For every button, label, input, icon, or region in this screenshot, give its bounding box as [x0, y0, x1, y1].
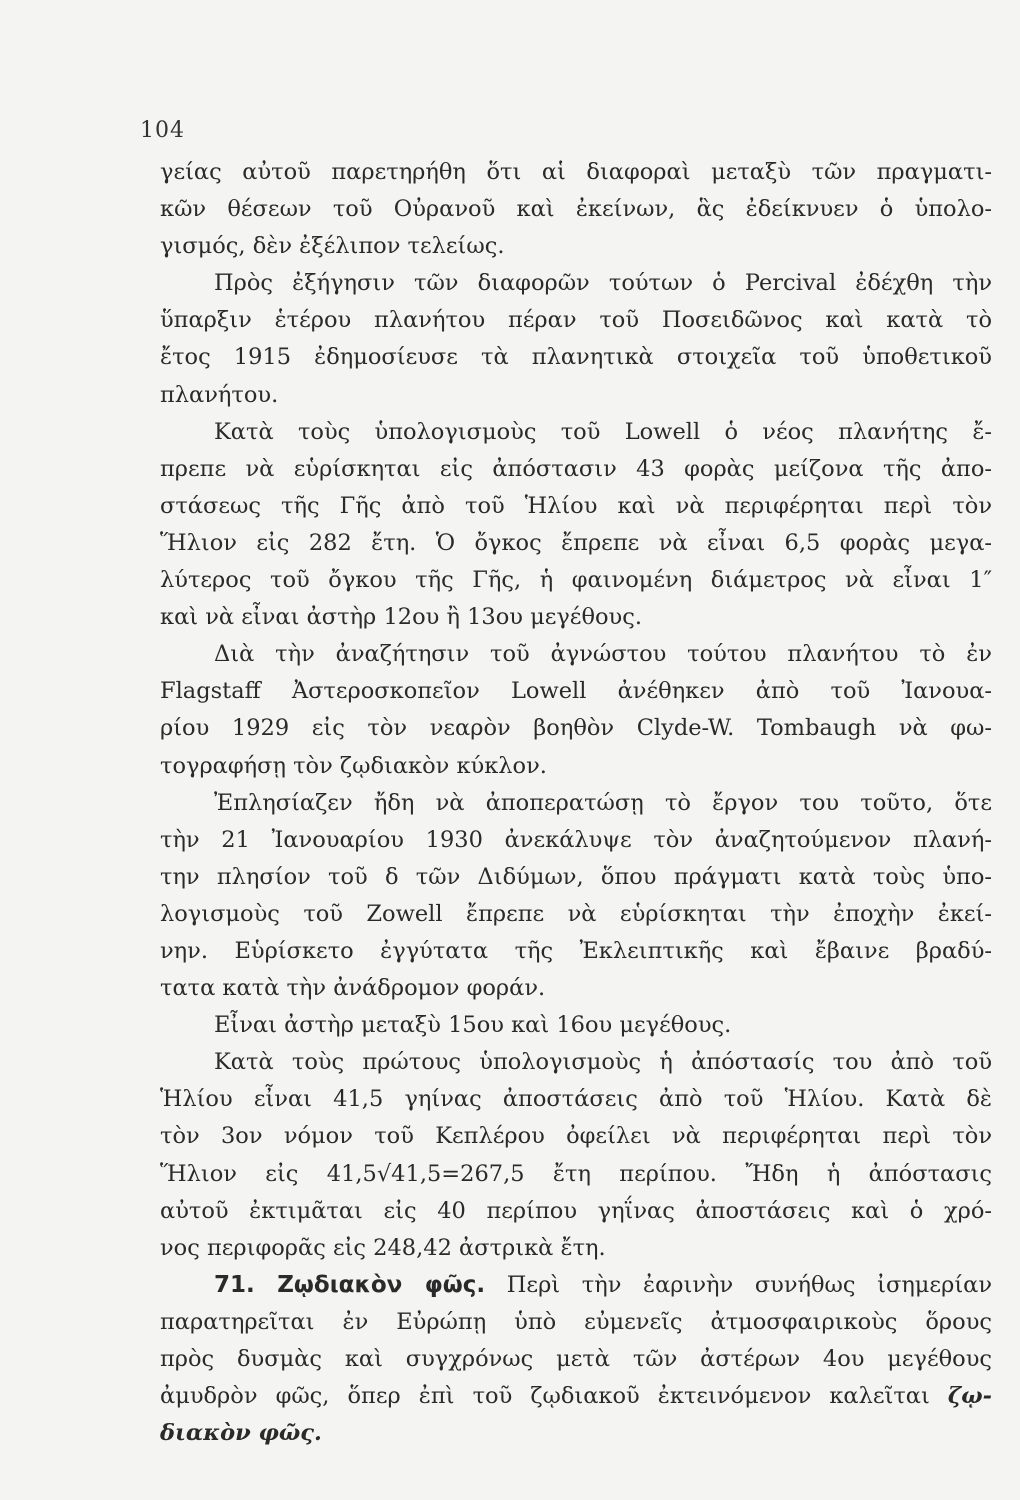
text-line: κῶν θέσεων τοῦ Οὐρανοῦ καὶ ἐκείνων, ἃς ἐδείκνυεν ὁ ὑπολο-: [160, 196, 992, 223]
text-line: Ἥλιον εἰς 282 ἔτη. Ὁ ὄγκος ἔπρεπε νὰ εἶναι 6,5 φορὰς μεγα-: [160, 529, 992, 556]
text-line: τατα κατὰ τὴν ἀνάδρομον φοράν.: [160, 975, 546, 1002]
text-line: πρεπε νὰ εὑρίσκηται εἰς ἀπόστασιν 43 φορὰς μείζονα τῆς ἀπο-: [160, 455, 992, 482]
text-line: Ἐπλησίαζεν ἤδη νὰ ἀποπερατώσῃ τὸ ἔργον του τοῦτο, ὅτε: [214, 789, 992, 816]
section-heading: 71. Ζῳδιακὸν φῶς.: [214, 1271, 486, 1298]
text-line: καὶ νὰ εἶναι ἀστὴρ 12ου ἢ 13ου μεγέθους.: [160, 604, 642, 631]
text-line: νος περιφορᾶς εἰς 248,42 ἀστρικὰ ἔτη.: [160, 1234, 606, 1261]
text-line: παρατηρεῖται ἐν Εὐρώπῃ ὑπὸ εὐμενεῖς ἀτμοσφαιρικοὺς ὅρους: [160, 1308, 992, 1335]
term-continuation: διακὸν φῶς.: [160, 1420, 322, 1447]
text-line: τὴν 21 Ἰανουαρίου 1930 ἀνεκάλυψε τὸν ἀναζητούμενον πλανή-: [160, 826, 992, 853]
text-line: πλανήτου.: [160, 381, 279, 408]
text-line: γισμός, δὲν ἐξέλιπον τελείως.: [160, 233, 505, 260]
text-line: Ἡλίου εἶναι 41,5 γηίνας ἀποστάσεις ἀπὸ τοῦ Ἡλίου. Κατὰ δὲ: [160, 1086, 992, 1113]
page-body: [160, 154, 992, 1452]
text-line: τὸν 3ον νόμον τοῦ Κεπλέρου ὀφείλει νὰ περιφέρηται περὶ τὸν: [160, 1123, 992, 1150]
text-line: γείας αὐτοῦ παρετηρήθη ὅτι αἱ διαφοραὶ μεταξὺ τῶν πραγματι-: [160, 159, 992, 185]
text-line: Ἥλιον εἰς 41,5√41,5=267,5 ἔτη περίπου. Ἤδη ἡ ἀπόστασις: [160, 1160, 992, 1187]
section-term-line: [160, 1415, 992, 1452]
text-line: λογισμοὺς τοῦ Zowell ἔπρεπε νὰ εὑρίσκηται τὴν ἐποχὴν ἐκεί-: [160, 900, 992, 927]
text-line: Διὰ τὴν ἀναζήτησιν τοῦ ἀγνώστου τούτου πλανήτου τὸ ἐν: [214, 641, 992, 668]
text-line: Κατὰ τοὺς ὑπολογισμοὺς τοῦ Lowell ὁ νέος πλανήτης ἔ-: [214, 418, 992, 445]
text-line: ρίου 1929 εἰς τὸν νεαρὸν βοηθὸν Clyde-W. Tombaugh νὰ φω-: [160, 715, 992, 742]
text-line: αὐτοῦ ἐκτιμᾶται εἰς 40 περίπου γηΐνας ἀποστάσεις καὶ ὁ χρό-: [160, 1197, 992, 1224]
term-ending: ζῳ-: [947, 1383, 992, 1410]
text-line: Flagstaff Ἀστεροσκοπεῖον Lowell ἀνέθηκεν ἀπὸ τοῦ Ἰανουα-: [160, 678, 992, 705]
text-line: ἔτος 1915 ἐδημοσίευσε τὰ πλανητικὰ στοιχεῖα τοῦ ὑποθετικοῦ: [160, 344, 992, 371]
section-first-line-text: Περὶ τὴν ἐαρινὴν συνήθως ἰσημερίαν: [506, 1271, 992, 1298]
section-term-line: [160, 1378, 992, 1415]
page-number: 104: [140, 118, 185, 143]
text-line: Πρὸς ἐξήγησιν τῶν διαφορῶν τούτων ὁ Percival ἐδέχθη τὴν: [214, 270, 992, 297]
text-line: τογραφήσῃ τὸν ζῳδιακὸν κύκλον.: [160, 752, 547, 779]
text-line: λύτερος τοῦ ὄγκου τῆς Γῆς, ἡ φαινομένη διάμετρος νὰ εἶναι 1″: [160, 567, 992, 594]
text-line: ὕπαρξιν ἑτέρου πλανήτου πέραν τοῦ Ποσειδῶνος καὶ κατὰ τὸ: [160, 307, 992, 334]
text-line: Εἶναι ἀστὴρ μεταξὺ 15ου καὶ 16ου μεγέθους.: [214, 1012, 732, 1039]
text-fragment: ἀμυδρὸν φῶς, ὅπερ ἐπὶ τοῦ ζῳδιακοῦ ἐκτεινόμενον καλεῖται: [160, 1383, 930, 1410]
section-first-line: [160, 1267, 992, 1304]
text-line: πρὸς δυσμὰς καὶ συγχρόνως μετὰ τῶν ἀστέρων 4ου μεγέθους: [160, 1346, 992, 1372]
text-line: νην. Εὑρίσκετο ἐγγύτατα τῆς Ἐκλειπτικῆς καὶ ἔβαινε βραδύ-: [160, 937, 992, 964]
text-line: στάσεως τῆς Γῆς ἀπὸ τοῦ Ἡλίου καὶ νὰ περιφέρηται περὶ τὸν: [160, 492, 992, 519]
text-line: την πλησίον τοῦ δ τῶν Διδύμων, ὅπου πράγματι κατὰ τοὺς ὑπο-: [160, 863, 992, 890]
text-line: Κατὰ τοὺς πρώτους ὑπολογισμοὺς ἡ ἀπόστασίς του ἀπὸ τοῦ: [214, 1049, 992, 1076]
